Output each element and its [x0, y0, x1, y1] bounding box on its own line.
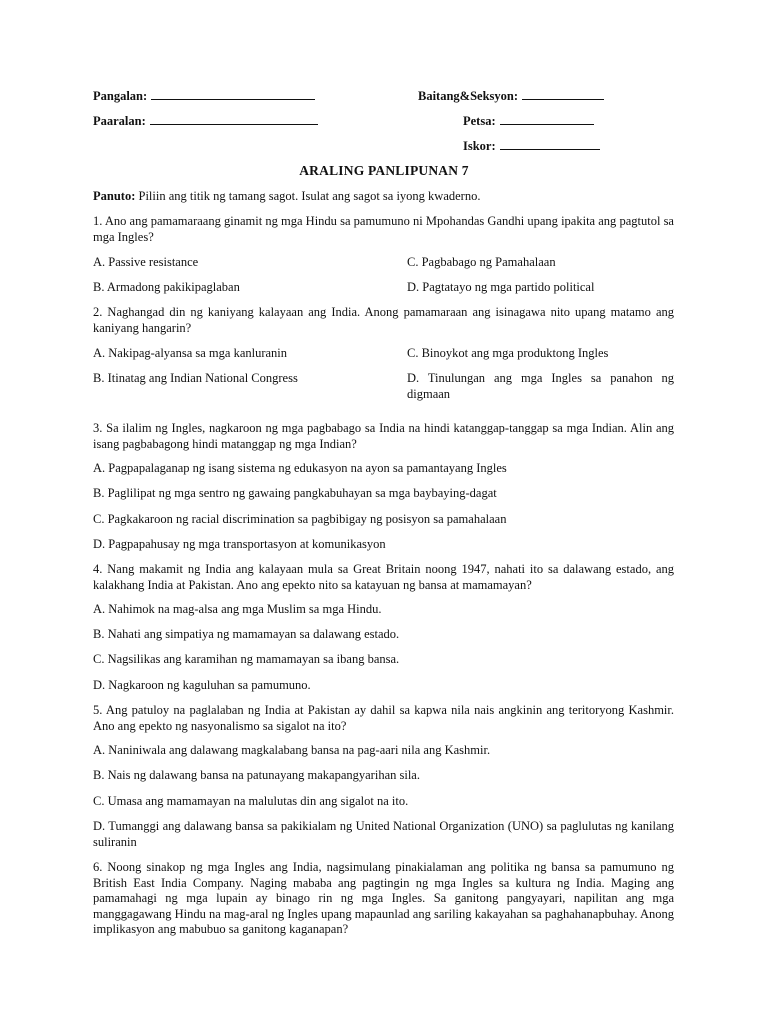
- q1-option-b[interactable]: B. Armadong pakikipaglaban: [93, 280, 240, 294]
- q5-option-b[interactable]: B. Nais ng dalawang bansa na patunayang makapangyarihan sila.: [93, 768, 420, 782]
- question-2: 2. Naghangad din ng kaniyang kalayaan ang India. Anong pamamaraan ang isinagawa nito upang matamo ang kaniyang hangarin?: [93, 305, 674, 335]
- question-4: 4. Nang makamit ng India ang kalayaan mula sa Great Britain noong 1947, nahati ito sa dalawang estado, ang kalakhang India at Pakistan. Ano ang epekto nito sa katayuan ng bansa at mamamayan?: [93, 562, 674, 592]
- q2-option-d[interactable]: D. Tinulungan ang mga Ingles sa panahon ng digmaan: [407, 371, 674, 401]
- school-field: [93, 113, 318, 130]
- name-field: [93, 88, 315, 105]
- q4-option-c[interactable]: C. Nagsilikas ang karamihan ng mamamayan sa ibang bansa.: [93, 652, 400, 666]
- q3-option-d[interactable]: D. Pagpapahusay ng mga transportasyon at komunikasyon: [93, 537, 386, 551]
- question-6: 6. Noong sinakop ng mga Ingles ang India, nagsimulang pinakialaman ang politika ng bansa sa pamumuno ng British East India Company. Naging mababa ang pagtingin ng mga Ingles sa kultura ng India. Maging ang pamamahagi ng mga lupain ay binago rin ng mga Ingles. Sa ganitong pangyayari, napilitan ang mga manggagawang Hindu na mag-aral ng Ingles upang mapaunlad ang sariling kakayahan sa paghahanapbuhay. Anong implikasyon ang mabubuo sa ganitong kaganapan?: [93, 860, 674, 936]
- score-blank[interactable]: [500, 138, 600, 150]
- grade-section-field: [418, 88, 604, 105]
- date-label: Petsa:: [463, 114, 496, 128]
- score-label: Iskor:: [463, 139, 496, 153]
- q4-option-d[interactable]: D. Nagkaroon ng kaguluhan sa pamumuno.: [93, 678, 311, 692]
- name-blank[interactable]: [151, 88, 315, 100]
- page-title: ARALING PANLIPUNAN 7: [299, 163, 469, 178]
- question-5: 5. Ang patuloy na paglalaban ng India at Pakistan ay dahil sa kapwa nila nais angkinin ang teritoryong Kashmir. Ano ang epekto ng nasyonalismo sa sigalot na ito?: [93, 703, 674, 733]
- q2-option-a[interactable]: A. Nakipag-alyansa sa mga kanluranin: [93, 346, 288, 360]
- school-label: Paaralan:: [93, 114, 146, 128]
- q1-option-c[interactable]: C. Pagbabago ng Pamahalaan: [407, 255, 556, 269]
- grade-section-blank[interactable]: [522, 88, 604, 100]
- instructions-label: Panuto:: [93, 189, 136, 203]
- q1-option-a[interactable]: A. Passive resistance: [93, 255, 199, 269]
- q1-option-d[interactable]: D. Pagtatayo ng mga partido political: [407, 280, 595, 294]
- q3-option-c[interactable]: C. Pagkakaroon ng racial discrimination sa pagbibigay ng posisyon sa pamahalaan: [93, 512, 507, 526]
- q2-option-c[interactable]: C. Binoykot ang mga produktong Ingles: [407, 346, 609, 360]
- q5-option-d[interactable]: D. Tumanggi ang dalawang bansa sa pakikialam ng United National Organization (UNO) sa paglulutas ng kanilang suliranin: [93, 819, 674, 849]
- name-label: Pangalan:: [93, 89, 148, 103]
- q5-option-c[interactable]: C. Umasa ang mamamayan na malulutas din ang sigalot na ito.: [93, 794, 409, 808]
- question-3: 3. Sa ilalim ng Ingles, nagkaroon ng mga pagbabago sa India na hindi katanggap-tanggap sa mga Indian. Alin ang isang pagbabagong hindi matanggap ng mga Indian?: [93, 421, 674, 451]
- q4-option-b[interactable]: B. Nahati ang simpatiya ng mamamayan sa dalawang estado.: [93, 627, 400, 641]
- q2-option-b[interactable]: B. Itinatag ang Indian National Congress: [93, 371, 298, 385]
- instructions: [93, 189, 674, 205]
- question-1: 1. Ano ang pamamaraang ginamit ng mga Hindu sa pamumuno ni Mpohandas Gandhi upang ipakita ang pagtutol sa mga Ingles?: [93, 214, 674, 244]
- date-blank[interactable]: [500, 113, 594, 125]
- score-field: [463, 138, 600, 155]
- date-field: [463, 113, 594, 130]
- q3-option-a[interactable]: A. Pagpapalaganap ng isang sistema ng edukasyon na ayon sa pamantayang Ingles: [93, 461, 507, 475]
- q4-option-a[interactable]: A. Nahimok na mag-alsa ang mga Muslim sa mga Hindu.: [93, 602, 382, 616]
- q3-option-b[interactable]: B. Paglilipat ng mga sentro ng gawaing pangkabuhayan sa mga baybaying-dagat: [93, 486, 497, 500]
- instructions-text: Piliin ang titik ng tamang sagot. Isulat ang sagot sa iyong kwaderno.: [138, 189, 481, 203]
- school-blank[interactable]: [150, 113, 318, 125]
- grade-section-label: Baitang&Seksyon:: [418, 89, 519, 103]
- q5-option-a[interactable]: A. Naniniwala ang dalawang magkalabang bansa na pag-aari nila ang Kashmir.: [93, 743, 491, 757]
